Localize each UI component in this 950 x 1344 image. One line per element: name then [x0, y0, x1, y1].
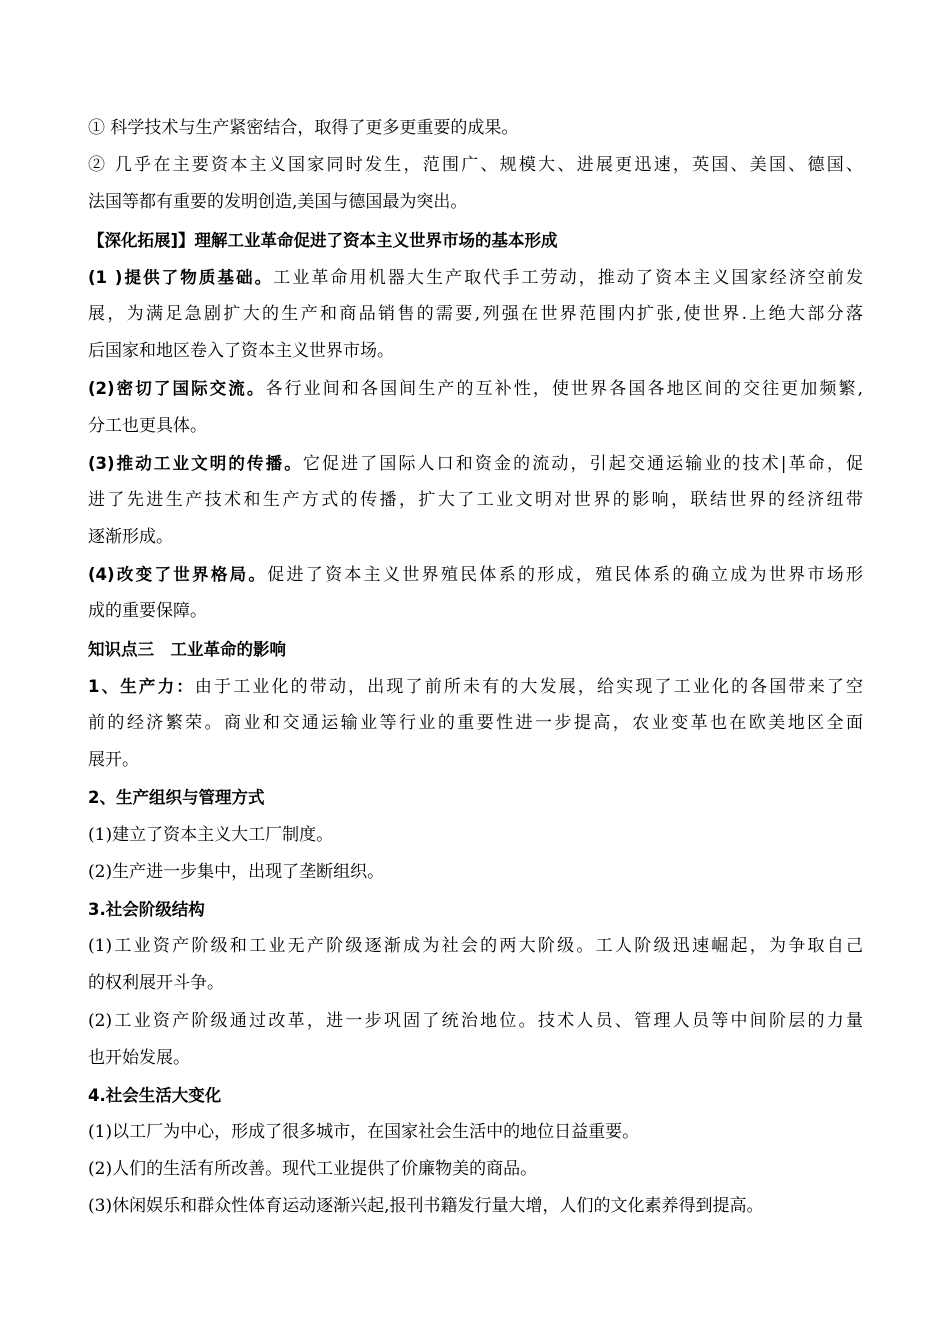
text-line	[88, 1040, 863, 1077]
text-line	[88, 631, 863, 668]
text-line	[88, 854, 863, 891]
bold-heading: 1、生产力：	[88, 676, 195, 696]
bold-heading: 2、生产组织与管理方式	[88, 788, 265, 808]
line-text: (3)休闲娱乐和群众性体育运动逐渐兴起,报刊书籍发行量大增，人们的文化素养得到提高。	[88, 1196, 764, 1217]
document-body	[88, 110, 863, 1226]
line-text: (1)建立了资本主义大工厂制度。	[88, 824, 334, 845]
line-text: 后国家和地区卷入了资本主义世界市场。	[88, 341, 394, 362]
text-line	[88, 1151, 863, 1188]
bold-heading: 知识点三 工业革命的影响	[88, 639, 286, 659]
text-line	[88, 408, 863, 445]
line-text: 展，为满足急剧扩大的生产和商品销售的需要,列强在世界范围内扩张,使世界.上绝大部分落	[88, 303, 863, 324]
text-line	[88, 1003, 863, 1040]
line-text: ② 几乎在主要资本主义国家同时发生，范围广、规模大、进展更迅速，英国、美国、德国、	[88, 155, 863, 176]
line-text: (1)以工厂为中心，形成了很多城市，在国家社会生活中的地位日益重要。	[88, 1122, 640, 1143]
text-line	[88, 965, 863, 1002]
bold-heading: (4)改变了世界格局。	[88, 565, 268, 585]
text-line	[88, 147, 863, 184]
line-text: (2)工业资产阶级通过改革，进一步巩固了统治地位。技术人员、管理人员等中间阶层的力量	[88, 1010, 863, 1031]
text-line	[88, 1188, 863, 1225]
line-text: (2)人们的生活有所改善。现代工业提供了价廉物美的商品。	[88, 1159, 538, 1180]
line-text: 工业革命用机器大生产取代手工劳动，推动了资本主义国家经济空前发	[273, 267, 863, 288]
text-line	[88, 184, 863, 221]
text-line	[88, 817, 863, 854]
text-line	[88, 370, 863, 407]
line-text: 法国等都有重要的发明创造,美国与德国最为突出。	[88, 192, 468, 213]
text-line	[88, 742, 863, 779]
text-line	[88, 705, 863, 742]
text-line	[88, 593, 863, 630]
text-line	[88, 668, 863, 705]
line-text: ① 科学技术与生产紧密结合，取得了更多更重要的成果。	[88, 118, 519, 138]
line-text: 各行业间和各国间生产的互补性，使世界各国各地区间的交往更加频繁,	[265, 379, 863, 400]
text-line	[88, 110, 863, 147]
line-text: 成的重要保障。	[88, 601, 207, 622]
line-text: 它促进了国际人口和资金的流动，引起交通运输业的技术|革命，促	[302, 453, 863, 474]
line-text: 由于工业化的带动，出现了前所未有的大发展，给实现了工业化的各国带来了空	[194, 676, 864, 697]
text-line	[88, 1077, 863, 1114]
text-line	[88, 891, 863, 928]
text-line	[88, 928, 863, 965]
text-line	[88, 556, 863, 593]
line-text: 进了先进生产技术和生产方式的传播，扩大了工业文明对世界的影响，联结世界的经济纽带	[88, 489, 863, 510]
line-text: (2)生产进一步集中，出现了垄断组织。	[88, 861, 385, 882]
line-text: 促进了资本主义世界殖民体系的形成，殖民体系的确立成为世界市场形	[267, 565, 863, 586]
line-text: 的权利展开斗争。	[88, 973, 224, 994]
bold-heading: 3.社会阶级结构	[88, 899, 205, 919]
bold-heading: (1 )提供了物质基础。	[88, 267, 274, 287]
line-text: 也开始发展。	[88, 1047, 190, 1068]
line-text: 逐渐形成。	[88, 527, 173, 548]
text-line	[88, 259, 863, 296]
text-line	[88, 482, 863, 519]
text-line	[88, 445, 863, 482]
text-line	[88, 779, 863, 816]
line-text: 展开。	[88, 750, 139, 771]
bold-heading: (2)密切了国际交流。	[88, 379, 266, 399]
bold-heading: (3)推动工业文明的传播。	[88, 453, 303, 473]
line-text: (1)工业资产阶级和工业无产阶级逐渐成为社会的两大阶级。工人阶级迅速崛起，为争取自己	[88, 936, 863, 957]
text-line	[88, 1114, 863, 1151]
text-line	[88, 519, 863, 556]
bold-heading: 【深化拓展]】理解工业革命促进了资本主义世界市场的基本形成	[88, 230, 558, 250]
line-text: 分工也更具体。	[88, 415, 207, 436]
bold-heading: 4.社会生活大变化	[88, 1085, 222, 1105]
text-line	[88, 222, 863, 259]
text-line	[88, 333, 863, 370]
text-line	[88, 296, 863, 333]
line-text: 前的经济繁荣。商业和交通运输业等行业的重要性进一步提高，农业变革也在欧美地区全面	[88, 713, 863, 733]
